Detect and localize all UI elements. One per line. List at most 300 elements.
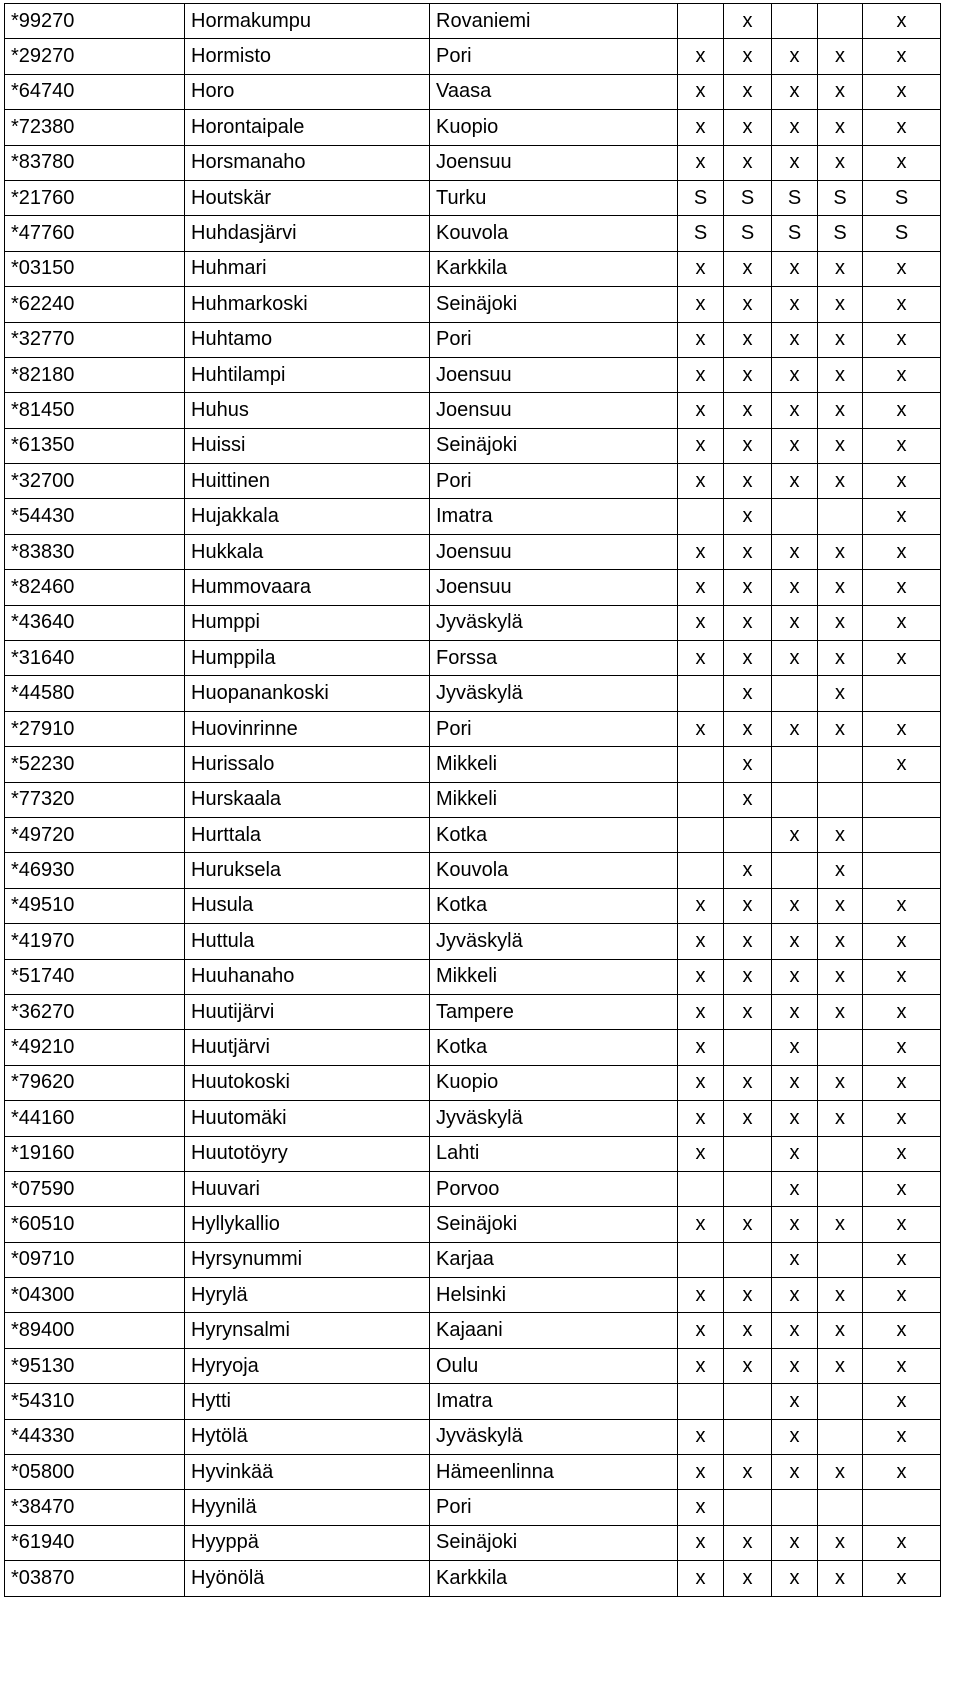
postal-code-cell: *83780 bbox=[5, 145, 185, 180]
flag-cell: x bbox=[818, 641, 863, 676]
flag-cell: x bbox=[772, 1419, 818, 1454]
flag-cell: x bbox=[818, 1207, 863, 1242]
district-cell: Seinäjoki bbox=[430, 287, 678, 322]
flag-cell: x bbox=[724, 1278, 772, 1313]
table-row bbox=[5, 853, 941, 888]
table-row bbox=[5, 888, 941, 923]
flag-cell bbox=[678, 747, 724, 782]
flag-cell bbox=[724, 1419, 772, 1454]
table-row bbox=[5, 1242, 941, 1277]
district-cell: Joensuu bbox=[430, 357, 678, 392]
flag-cell: x bbox=[863, 4, 941, 39]
district-cell: Joensuu bbox=[430, 145, 678, 180]
flag-cell: x bbox=[863, 322, 941, 357]
flag-cell: x bbox=[678, 357, 724, 392]
flag-cell: S bbox=[678, 180, 724, 215]
table-row bbox=[5, 499, 941, 534]
flag-cell: x bbox=[772, 74, 818, 109]
flag-cell: x bbox=[724, 357, 772, 392]
district-cell: Rovaniemi bbox=[430, 4, 678, 39]
flag-cell: x bbox=[724, 534, 772, 569]
flag-cell: x bbox=[772, 605, 818, 640]
locality-cell: Huhtilampi bbox=[185, 357, 430, 392]
district-cell: Forssa bbox=[430, 641, 678, 676]
locality-cell: Hyllykallio bbox=[185, 1207, 430, 1242]
locality-cell: Huutomäki bbox=[185, 1101, 430, 1136]
locality-cell: Huhmarkoski bbox=[185, 287, 430, 322]
table-row bbox=[5, 4, 941, 39]
postal-code-cell: *64740 bbox=[5, 74, 185, 109]
flag-cell: S bbox=[818, 216, 863, 251]
table-row bbox=[5, 817, 941, 852]
flag-cell: S bbox=[724, 216, 772, 251]
flag-cell: x bbox=[772, 464, 818, 499]
flag-cell: x bbox=[818, 711, 863, 746]
flag-cell: x bbox=[863, 534, 941, 569]
table-row bbox=[5, 1171, 941, 1206]
flag-cell: x bbox=[772, 145, 818, 180]
flag-cell: x bbox=[863, 393, 941, 428]
district-cell: Joensuu bbox=[430, 534, 678, 569]
flag-cell: x bbox=[724, 287, 772, 322]
district-cell: Kotka bbox=[430, 817, 678, 852]
table-row bbox=[5, 711, 941, 746]
table-row bbox=[5, 1348, 941, 1383]
flag-cell bbox=[678, 817, 724, 852]
locality-cell: Hyvinkää bbox=[185, 1455, 430, 1490]
flag-cell bbox=[818, 1030, 863, 1065]
flag-cell: x bbox=[724, 251, 772, 286]
flag-cell: S bbox=[863, 180, 941, 215]
flag-cell bbox=[818, 1171, 863, 1206]
flag-cell: x bbox=[863, 1348, 941, 1383]
table-row bbox=[5, 1313, 941, 1348]
locality-cell: Hyynilä bbox=[185, 1490, 430, 1525]
district-cell: Pori bbox=[430, 711, 678, 746]
table-row bbox=[5, 464, 941, 499]
postal-code-cell: *62240 bbox=[5, 287, 185, 322]
postal-code-cell: *51740 bbox=[5, 959, 185, 994]
flag-cell: x bbox=[678, 1561, 724, 1596]
table-row bbox=[5, 145, 941, 180]
flag-cell: x bbox=[863, 110, 941, 145]
locality-cell: Horsmanaho bbox=[185, 145, 430, 180]
table-row bbox=[5, 676, 941, 711]
flag-cell: x bbox=[724, 782, 772, 817]
flag-cell: x bbox=[772, 1455, 818, 1490]
table-row bbox=[5, 251, 941, 286]
district-cell: Turku bbox=[430, 180, 678, 215]
flag-cell: x bbox=[724, 1101, 772, 1136]
locality-cell: Hyrynsalmi bbox=[185, 1313, 430, 1348]
flag-cell: x bbox=[818, 676, 863, 711]
district-cell: Karkkila bbox=[430, 251, 678, 286]
flag-cell: x bbox=[863, 1242, 941, 1277]
flag-cell: x bbox=[818, 1065, 863, 1100]
flag-cell: x bbox=[724, 39, 772, 74]
flag-cell: x bbox=[724, 110, 772, 145]
table-row bbox=[5, 924, 941, 959]
flag-cell: x bbox=[772, 287, 818, 322]
flag-cell: x bbox=[818, 1455, 863, 1490]
district-cell: Pori bbox=[430, 322, 678, 357]
postal-code-cell: *77320 bbox=[5, 782, 185, 817]
table-row bbox=[5, 1525, 941, 1560]
district-cell: Seinäjoki bbox=[430, 428, 678, 463]
flag-cell: x bbox=[678, 924, 724, 959]
flag-cell bbox=[863, 853, 941, 888]
flag-cell bbox=[818, 1136, 863, 1171]
district-cell: Mikkeli bbox=[430, 959, 678, 994]
postal-code-cell: *44160 bbox=[5, 1101, 185, 1136]
flag-cell: x bbox=[818, 570, 863, 605]
table-row bbox=[5, 1030, 941, 1065]
flag-cell: x bbox=[818, 145, 863, 180]
flag-cell: x bbox=[863, 1561, 941, 1596]
flag-cell bbox=[772, 676, 818, 711]
flag-cell: x bbox=[724, 499, 772, 534]
district-cell: Jyväskylä bbox=[430, 1101, 678, 1136]
flag-cell: x bbox=[818, 1348, 863, 1383]
flag-cell: x bbox=[863, 1207, 941, 1242]
district-cell: Lahti bbox=[430, 1136, 678, 1171]
flag-cell: S bbox=[863, 216, 941, 251]
flag-cell: x bbox=[863, 357, 941, 392]
locality-cell: Humppi bbox=[185, 605, 430, 640]
flag-cell bbox=[678, 782, 724, 817]
table-row bbox=[5, 1101, 941, 1136]
table-row bbox=[5, 39, 941, 74]
flag-cell: x bbox=[772, 1030, 818, 1065]
flag-cell: x bbox=[818, 605, 863, 640]
flag-cell: x bbox=[724, 322, 772, 357]
district-cell: Helsinki bbox=[430, 1278, 678, 1313]
flag-cell: x bbox=[863, 39, 941, 74]
flag-cell: x bbox=[678, 641, 724, 676]
flag-cell: x bbox=[818, 74, 863, 109]
locality-cell: Hormakumpu bbox=[185, 4, 430, 39]
district-cell: Imatra bbox=[430, 1384, 678, 1419]
flag-cell: x bbox=[863, 145, 941, 180]
flag-cell: x bbox=[818, 959, 863, 994]
district-cell: Hämeenlinna bbox=[430, 1455, 678, 1490]
flag-cell: x bbox=[772, 534, 818, 569]
flag-cell: x bbox=[863, 287, 941, 322]
flag-cell: x bbox=[818, 1525, 863, 1560]
flag-cell: x bbox=[678, 711, 724, 746]
district-cell: Jyväskylä bbox=[430, 924, 678, 959]
flag-cell: x bbox=[724, 1207, 772, 1242]
flag-cell: x bbox=[818, 1278, 863, 1313]
locality-cell: Hukkala bbox=[185, 534, 430, 569]
flag-cell: x bbox=[724, 711, 772, 746]
postal-code-cell: *60510 bbox=[5, 1207, 185, 1242]
flag-cell bbox=[678, 499, 724, 534]
locality-cell: Huuhanaho bbox=[185, 959, 430, 994]
flag-cell: x bbox=[818, 888, 863, 923]
flag-cell: x bbox=[678, 1348, 724, 1383]
postal-code-cell: *81450 bbox=[5, 393, 185, 428]
district-cell: Porvoo bbox=[430, 1171, 678, 1206]
flag-cell bbox=[863, 817, 941, 852]
flag-cell bbox=[818, 499, 863, 534]
postal-code-cell: *82180 bbox=[5, 357, 185, 392]
postal-code-cell: *79620 bbox=[5, 1065, 185, 1100]
flag-cell: x bbox=[863, 747, 941, 782]
flag-cell: x bbox=[863, 1278, 941, 1313]
district-cell: Mikkeli bbox=[430, 747, 678, 782]
flag-cell: x bbox=[863, 1313, 941, 1348]
flag-cell bbox=[724, 1490, 772, 1525]
flag-cell: x bbox=[678, 1278, 724, 1313]
flag-cell: x bbox=[678, 322, 724, 357]
locality-cell: Huopanankoski bbox=[185, 676, 430, 711]
district-cell: Karkkila bbox=[430, 1561, 678, 1596]
flag-cell: x bbox=[818, 110, 863, 145]
postal-code-cell: *52230 bbox=[5, 747, 185, 782]
district-cell: Pori bbox=[430, 39, 678, 74]
flag-cell bbox=[818, 1419, 863, 1454]
table-row bbox=[5, 393, 941, 428]
flag-cell: x bbox=[772, 641, 818, 676]
district-cell: Seinäjoki bbox=[430, 1525, 678, 1560]
flag-cell: x bbox=[772, 959, 818, 994]
table-row bbox=[5, 1207, 941, 1242]
table-row bbox=[5, 1455, 941, 1490]
postal-code-cell: *03150 bbox=[5, 251, 185, 286]
flag-cell: x bbox=[724, 74, 772, 109]
flag-cell: S bbox=[818, 180, 863, 215]
locality-cell: Huutijärvi bbox=[185, 994, 430, 1029]
flag-cell: x bbox=[772, 322, 818, 357]
flag-cell: x bbox=[724, 641, 772, 676]
flag-cell: x bbox=[863, 605, 941, 640]
flag-cell: x bbox=[863, 1525, 941, 1560]
flag-cell: x bbox=[818, 817, 863, 852]
table-row bbox=[5, 534, 941, 569]
postal-code-cell: *95130 bbox=[5, 1348, 185, 1383]
locality-cell: Hummovaara bbox=[185, 570, 430, 605]
district-cell: Pori bbox=[430, 1490, 678, 1525]
flag-cell bbox=[724, 1030, 772, 1065]
flag-cell: x bbox=[818, 1101, 863, 1136]
flag-cell: x bbox=[724, 145, 772, 180]
flag-cell bbox=[818, 1242, 863, 1277]
district-cell: Kuopio bbox=[430, 1065, 678, 1100]
flag-cell: x bbox=[678, 534, 724, 569]
flag-cell: x bbox=[724, 888, 772, 923]
locality-cell: Huhus bbox=[185, 393, 430, 428]
flag-cell: x bbox=[818, 994, 863, 1029]
flag-cell: x bbox=[818, 251, 863, 286]
locality-cell: Hujakkala bbox=[185, 499, 430, 534]
locality-cell: Hyrylä bbox=[185, 1278, 430, 1313]
flag-cell: x bbox=[863, 1065, 941, 1100]
postal-code-table bbox=[4, 3, 941, 1597]
flag-cell bbox=[678, 1242, 724, 1277]
flag-cell: x bbox=[818, 464, 863, 499]
flag-cell: x bbox=[772, 1101, 818, 1136]
flag-cell: x bbox=[818, 39, 863, 74]
flag-cell: x bbox=[724, 747, 772, 782]
flag-cell: x bbox=[678, 110, 724, 145]
flag-cell bbox=[863, 782, 941, 817]
postal-code-cell: *41970 bbox=[5, 924, 185, 959]
district-cell: Joensuu bbox=[430, 570, 678, 605]
flag-cell: x bbox=[678, 1207, 724, 1242]
flag-cell: x bbox=[863, 464, 941, 499]
postal-code-cell: *09710 bbox=[5, 1242, 185, 1277]
table-row bbox=[5, 74, 941, 109]
postal-code-cell: *38470 bbox=[5, 1490, 185, 1525]
flag-cell: x bbox=[678, 1455, 724, 1490]
flag-cell: x bbox=[678, 1313, 724, 1348]
postal-code-cell: *46930 bbox=[5, 853, 185, 888]
postal-code-cell: *21760 bbox=[5, 180, 185, 215]
flag-cell: x bbox=[863, 1101, 941, 1136]
flag-cell: x bbox=[818, 322, 863, 357]
locality-cell: Huutokoski bbox=[185, 1065, 430, 1100]
locality-cell: Huissi bbox=[185, 428, 430, 463]
table-row bbox=[5, 1278, 941, 1313]
postal-code-cell: *49720 bbox=[5, 817, 185, 852]
district-cell: Kouvola bbox=[430, 853, 678, 888]
flag-cell: x bbox=[724, 1455, 772, 1490]
district-cell: Jyväskylä bbox=[430, 605, 678, 640]
table-row bbox=[5, 357, 941, 392]
flag-cell bbox=[678, 1171, 724, 1206]
flag-cell: x bbox=[772, 1561, 818, 1596]
flag-cell bbox=[818, 747, 863, 782]
table-row bbox=[5, 1065, 941, 1100]
flag-cell: x bbox=[772, 393, 818, 428]
flag-cell: x bbox=[863, 1136, 941, 1171]
postal-code-cell: *47760 bbox=[5, 216, 185, 251]
flag-cell: x bbox=[863, 1030, 941, 1065]
flag-cell: x bbox=[724, 464, 772, 499]
flag-cell: x bbox=[724, 605, 772, 640]
flag-cell: x bbox=[724, 1313, 772, 1348]
flag-cell: x bbox=[772, 1207, 818, 1242]
postal-code-cell: *54430 bbox=[5, 499, 185, 534]
flag-cell: x bbox=[678, 393, 724, 428]
flag-cell: x bbox=[818, 357, 863, 392]
flag-cell bbox=[678, 4, 724, 39]
flag-cell: x bbox=[772, 1278, 818, 1313]
flag-cell bbox=[863, 1490, 941, 1525]
postal-code-cell: *49510 bbox=[5, 888, 185, 923]
postal-code-cell: *04300 bbox=[5, 1278, 185, 1313]
flag-cell: x bbox=[818, 428, 863, 463]
flag-cell: x bbox=[678, 145, 724, 180]
flag-cell: x bbox=[678, 287, 724, 322]
flag-cell: x bbox=[724, 1065, 772, 1100]
postal-code-cell: *29270 bbox=[5, 39, 185, 74]
flag-cell bbox=[818, 4, 863, 39]
locality-cell: Hytölä bbox=[185, 1419, 430, 1454]
flag-cell: x bbox=[678, 1065, 724, 1100]
locality-cell: Huovinrinne bbox=[185, 711, 430, 746]
district-cell: Kotka bbox=[430, 888, 678, 923]
locality-cell: Huutjärvi bbox=[185, 1030, 430, 1065]
flag-cell: x bbox=[724, 428, 772, 463]
flag-cell: x bbox=[772, 1525, 818, 1560]
table-row bbox=[5, 605, 941, 640]
district-cell: Karjaa bbox=[430, 1242, 678, 1277]
locality-cell: Huuvari bbox=[185, 1171, 430, 1206]
flag-cell: x bbox=[818, 1561, 863, 1596]
district-cell: Kouvola bbox=[430, 216, 678, 251]
postal-code-cell: *82460 bbox=[5, 570, 185, 605]
flag-cell bbox=[678, 1384, 724, 1419]
flag-cell: x bbox=[863, 74, 941, 109]
table-row bbox=[5, 1490, 941, 1525]
table-row bbox=[5, 994, 941, 1029]
flag-cell: S bbox=[772, 180, 818, 215]
locality-cell: Huttula bbox=[185, 924, 430, 959]
flag-cell bbox=[818, 1490, 863, 1525]
table-row bbox=[5, 180, 941, 215]
flag-cell: x bbox=[772, 1242, 818, 1277]
flag-cell: x bbox=[863, 924, 941, 959]
locality-cell: Hyyppä bbox=[185, 1525, 430, 1560]
district-cell: Joensuu bbox=[430, 393, 678, 428]
postal-code-cell: *07590 bbox=[5, 1171, 185, 1206]
flag-cell: x bbox=[818, 287, 863, 322]
flag-cell: x bbox=[724, 994, 772, 1029]
postal-code-cell: *32770 bbox=[5, 322, 185, 357]
flag-cell: x bbox=[678, 464, 724, 499]
flag-cell bbox=[724, 817, 772, 852]
postal-code-cell: *27910 bbox=[5, 711, 185, 746]
table-row bbox=[5, 1561, 941, 1596]
locality-cell: Hurissalo bbox=[185, 747, 430, 782]
postal-code-cell: *61350 bbox=[5, 428, 185, 463]
flag-cell bbox=[772, 4, 818, 39]
table-row bbox=[5, 287, 941, 322]
flag-cell: x bbox=[818, 1313, 863, 1348]
flag-cell bbox=[772, 853, 818, 888]
flag-cell: x bbox=[863, 1455, 941, 1490]
postal-code-cell: *72380 bbox=[5, 110, 185, 145]
district-cell: Kuopio bbox=[430, 110, 678, 145]
flag-cell: x bbox=[863, 888, 941, 923]
flag-cell: x bbox=[772, 888, 818, 923]
flag-cell: x bbox=[818, 393, 863, 428]
flag-cell: x bbox=[724, 1348, 772, 1383]
flag-cell: x bbox=[772, 357, 818, 392]
district-cell: Mikkeli bbox=[430, 782, 678, 817]
flag-cell: x bbox=[678, 39, 724, 74]
locality-cell: Huhdasjärvi bbox=[185, 216, 430, 251]
flag-cell: x bbox=[863, 499, 941, 534]
locality-cell: Huruksela bbox=[185, 853, 430, 888]
postal-code-cell: *61940 bbox=[5, 1525, 185, 1560]
flag-cell: x bbox=[678, 888, 724, 923]
table-row bbox=[5, 1136, 941, 1171]
locality-cell: Horontaipale bbox=[185, 110, 430, 145]
district-cell: Vaasa bbox=[430, 74, 678, 109]
flag-cell bbox=[724, 1136, 772, 1171]
locality-cell: Huutotöyry bbox=[185, 1136, 430, 1171]
flag-cell: x bbox=[772, 570, 818, 605]
flag-cell: x bbox=[724, 676, 772, 711]
flag-cell: x bbox=[724, 393, 772, 428]
flag-cell: x bbox=[678, 1101, 724, 1136]
table-row bbox=[5, 782, 941, 817]
flag-cell: x bbox=[772, 110, 818, 145]
locality-cell: Hurskaala bbox=[185, 782, 430, 817]
